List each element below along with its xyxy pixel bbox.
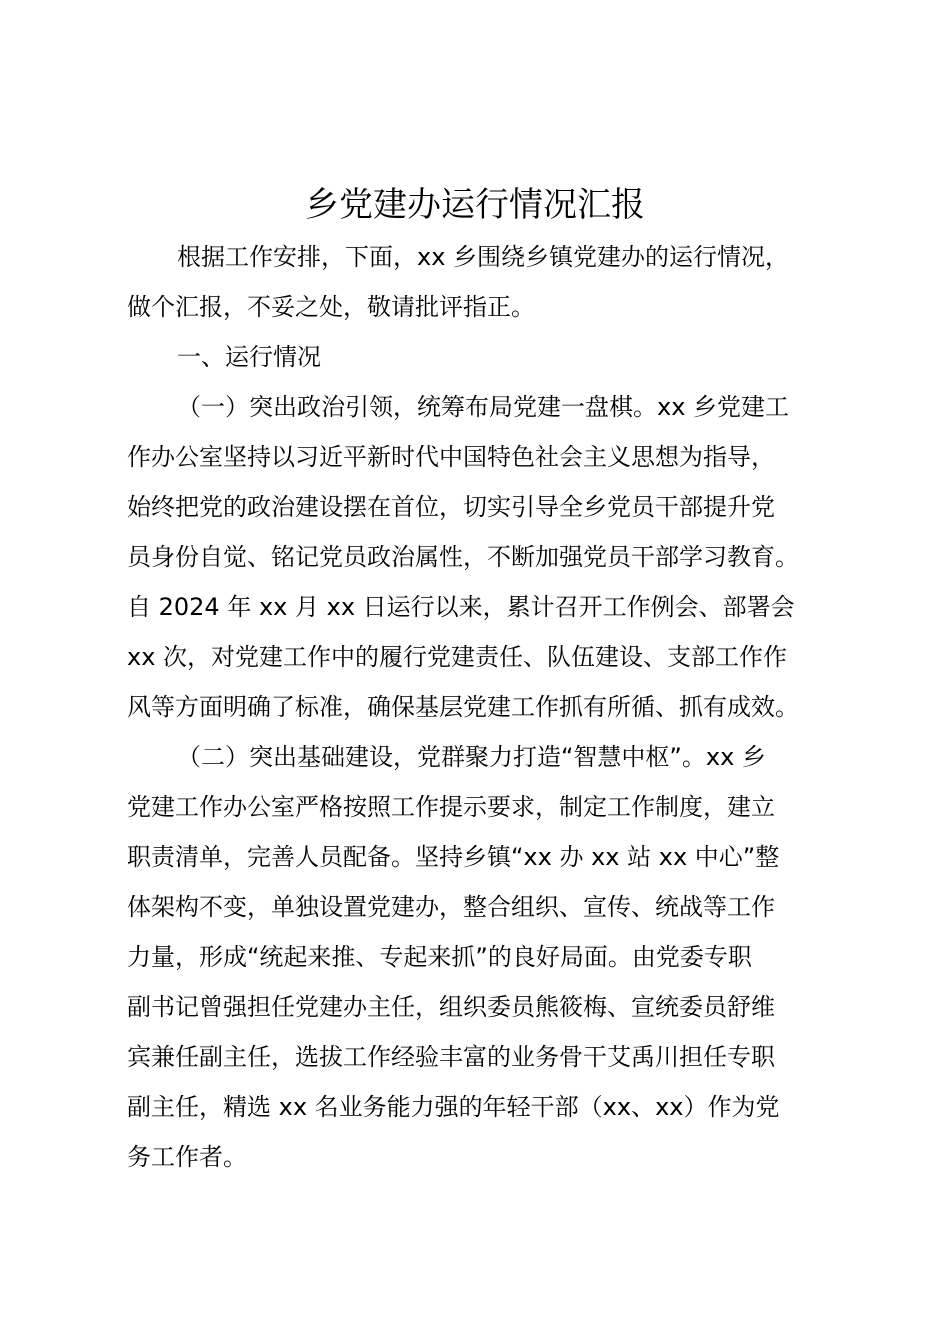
intro-paragraph bbox=[127, 232, 833, 332]
text-line: 力量，形成“统起来推、专起来抓”的良好局面。由党委专职 bbox=[127, 943, 752, 971]
text-line: 职责清单，完善人员配备。坚持乡镇“xx 办 xx 站 xx 中心”整 bbox=[127, 843, 780, 871]
text-line: （一）突出政治引领，统筹布局党建一盘棋。xx 乡党建工 bbox=[177, 393, 790, 421]
document-title: 乡党建办运行情况汇报 bbox=[305, 185, 645, 225]
text-line: （二）突出基础建设，党群聚力打造“智慧中枢”。xx 乡 bbox=[177, 743, 766, 771]
text-line: 党建工作办公室严格按照工作提示要求，制定工作制度，建立 bbox=[127, 793, 775, 821]
text-line: 风等方面明确了标准，确保基层党建工作抓有所循、抓有成效。 bbox=[127, 693, 799, 721]
text-line: 做个汇报，不妥之处，敬请批评指正。 bbox=[127, 293, 535, 321]
text-line: 自 2024 年 xx 月 xx 日运行以来，累计召开工作例会、部署会 bbox=[127, 593, 795, 621]
section-heading bbox=[127, 332, 833, 382]
subsection-paragraph-2 bbox=[127, 732, 833, 1182]
text-line: 务工作者。 bbox=[127, 1143, 247, 1171]
text-line: 宾兼任副主任，选拔工作经验丰富的业务骨干艾禹川担任专职 bbox=[127, 1043, 775, 1071]
subsection-paragraph-1 bbox=[127, 382, 833, 732]
text-line: 作办公室坚持以习近平新时代中国特色社会主义思想为指导， bbox=[127, 443, 775, 471]
text-line: 始终把党的政治建设摆在首位，切实引导全乡党员干部提升党 bbox=[127, 493, 775, 521]
text-line: 一、运行情况 bbox=[177, 343, 321, 371]
text-line: 根据工作安排，下面，xx 乡围绕乡镇党建办的运行情况， bbox=[177, 243, 790, 271]
text-line: xx 次，对党建工作中的履行党建责任、队伍建设、支部工作作 bbox=[127, 643, 788, 671]
text-line: 体架构不变，单独设置党建办，整合组织、宣传、统战等工作 bbox=[127, 893, 775, 921]
document-body bbox=[127, 232, 833, 1182]
text-line: 副主任，精选 xx 名业务能力强的年轻干部（xx、xx）作为党 bbox=[127, 1093, 780, 1121]
text-line: 副书记曾强担任党建办主任，组织委员熊筱梅、宣统委员舒维 bbox=[127, 993, 775, 1021]
text-line: 员身份自觉、铭记党员政治属性，不断加强党员干部学习教育。 bbox=[127, 543, 799, 571]
